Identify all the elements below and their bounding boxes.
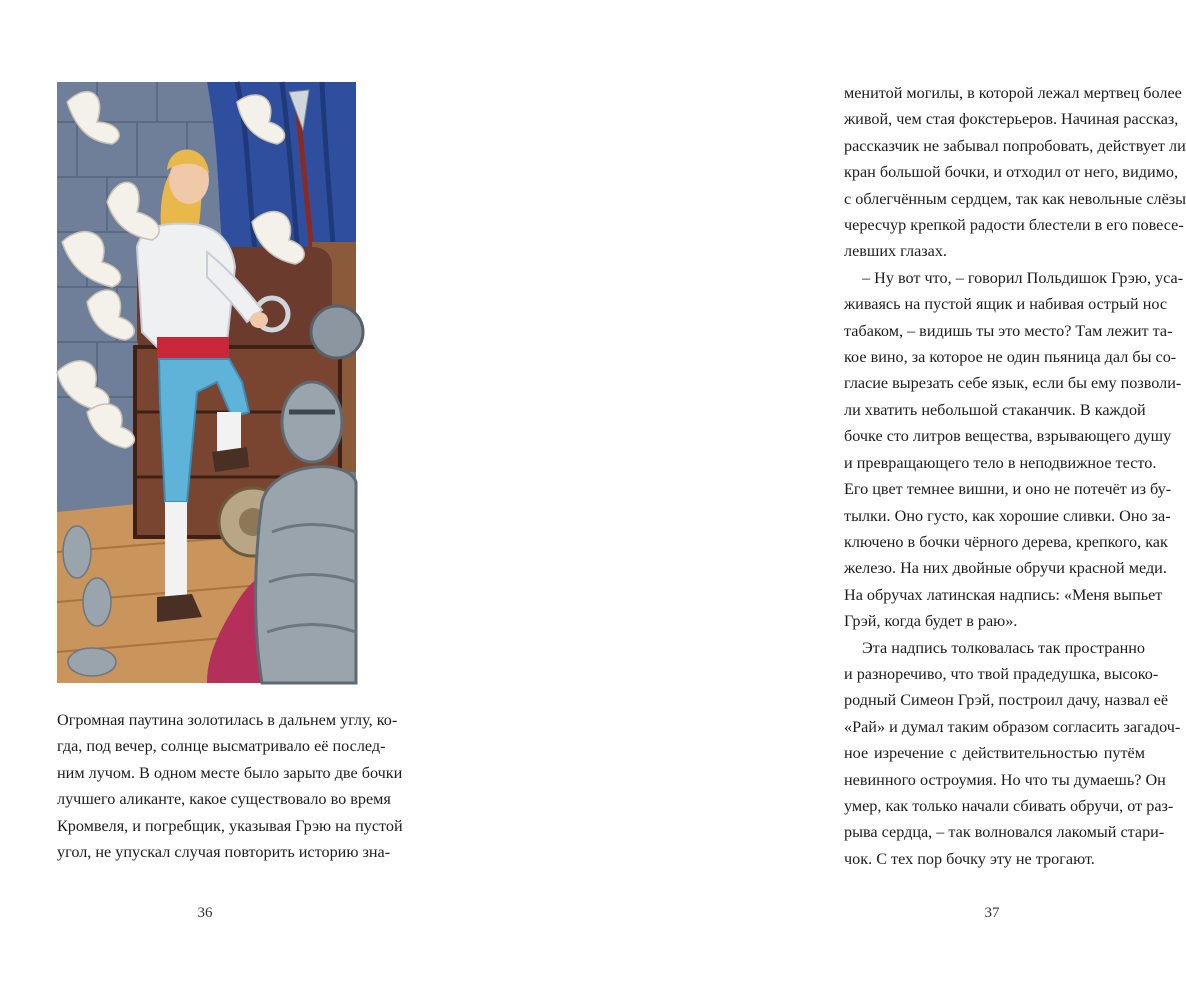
- text-line: ключено в бочки чёрного дерева, крепкого, как: [844, 532, 1168, 551]
- text-line: и разноречиво, что твой прадедушка, высоко-: [844, 664, 1159, 683]
- page-number-left: 36: [197, 905, 213, 921]
- text-line: табаком, – видишь ты это место? Там лежит та-: [844, 321, 1173, 340]
- text-line: рыва сердца, – так волновался лакомый стари-: [844, 823, 1165, 842]
- illustration: [57, 82, 356, 683]
- right-page: [400, 0, 1186, 1000]
- text-line: ним лучом. В одном месте было зарыто две бочки: [57, 763, 403, 782]
- page-number-right: 37: [984, 905, 1000, 921]
- text-line: живаясь на пустой ящик и набивая острый нос: [844, 295, 1168, 314]
- text-line: рассказчик не забывал попробовать, действует ли: [844, 136, 1186, 155]
- text-line: угол, не упускал случая повторить историю зна-: [57, 843, 391, 862]
- text-line: гда, под вечер, солнце высматривало её послед-: [57, 737, 386, 756]
- text-line: «Рай» и думал таким образом согласить загадоч-: [844, 717, 1181, 736]
- text-line: левших глазах.: [844, 242, 947, 261]
- text-line: кое вино, за которое не один пьяница дал бы со-: [844, 348, 1177, 367]
- text-line: Кромвеля, и погребщик, указывая Грэю на пустой: [57, 816, 403, 835]
- text-line: невинного остроумия. Но что ты думаешь? Он: [844, 770, 1166, 789]
- text-line: ное изречение с действительностью путём: [844, 744, 1145, 763]
- text-line: железо. На них двойные обручи красной меди.: [844, 559, 1167, 578]
- text-line: бочке сто литров вещества, взрывающего душу: [844, 427, 1172, 446]
- text-line: и превращающего тело в неподвижное тесто.: [844, 453, 1157, 472]
- text-line: ли хватить небольшой стаканчик. В каждой: [844, 400, 1146, 419]
- text-line: живой, чем стая фокстерьеров. Начиная рассказ,: [844, 110, 1179, 129]
- text-line: Грэй, когда будет в раю».: [844, 612, 1018, 631]
- text-line: кран большой бочки, и отходил от него, видимо,: [844, 163, 1179, 182]
- text-line: Огромная паутина золотилась в дальнем углу, ко-: [57, 711, 398, 729]
- left-page-text: [57, 707, 403, 865]
- text-line: с облегчённым сердцем, так как невольные слёзы: [844, 189, 1186, 208]
- text-line: гласие вырезать себе язык, если бы ему позволи-: [844, 374, 1182, 393]
- text-line: умер, как только начали сбивать обручи, от раз-: [844, 796, 1174, 815]
- text-line: Эта надпись толковалась так пространно: [862, 638, 1145, 657]
- right-page-text: [844, 80, 1186, 872]
- text-line: – Ну вот что, – говорил Польдишок Грэю, уса-: [862, 268, 1184, 287]
- illustration-artwork: [57, 82, 356, 683]
- text-line: чересчур крепкой радости блестели в его повесе-: [844, 216, 1184, 235]
- text-line: менитой могилы, в которой лежал мертвец более: [844, 84, 1182, 102]
- text-line: лучшего аликанте, какое существовало во время: [57, 790, 391, 809]
- text-line: На обручах латинская надпись: «Меня выпьет: [844, 585, 1163, 604]
- text-line: тылки. Оно густо, как хорошие сливки. Оно за-: [844, 506, 1171, 525]
- text-line: Его цвет темнее вишни, и оно не потечёт из бу-: [844, 480, 1172, 499]
- text-line: чок. С тех пор бочку эту не трогают.: [844, 849, 1095, 868]
- left-page: [0, 0, 403, 1000]
- text-line: родный Симеон Грэй, построил дачу, назвал её: [844, 691, 1169, 710]
